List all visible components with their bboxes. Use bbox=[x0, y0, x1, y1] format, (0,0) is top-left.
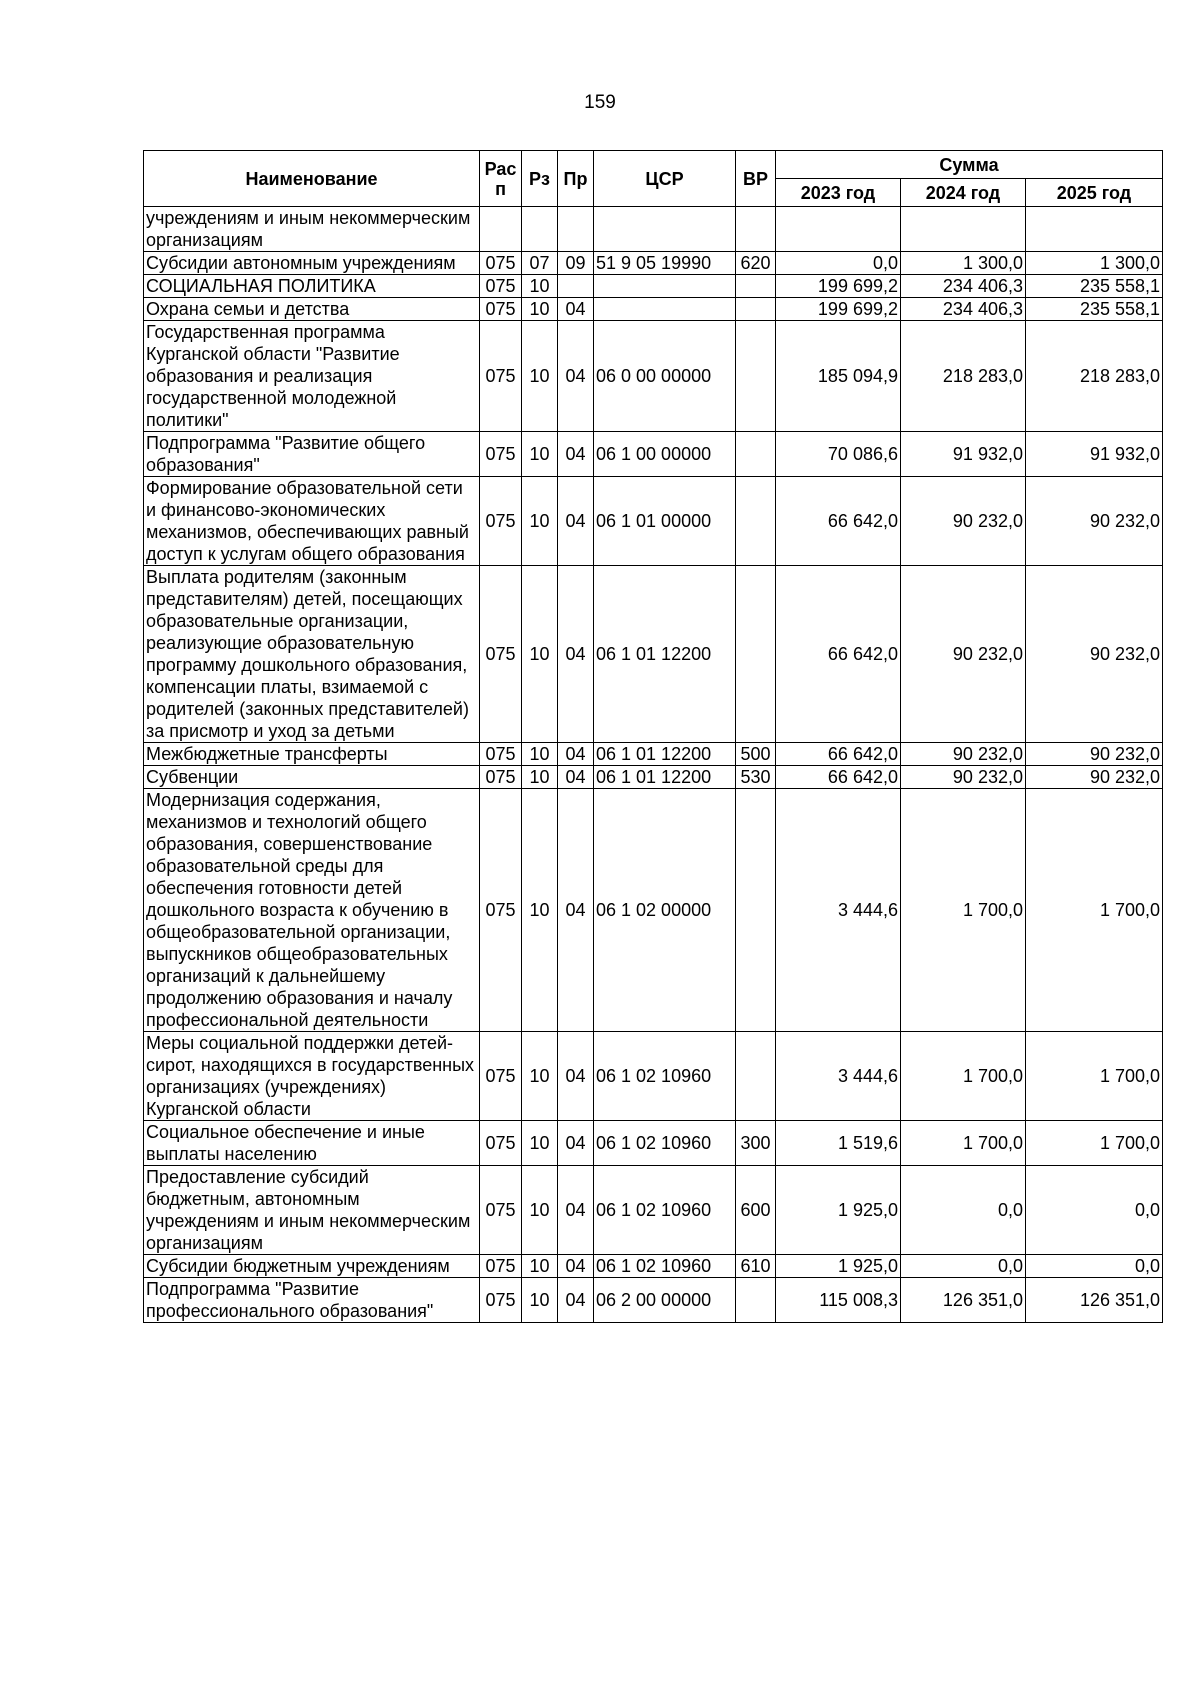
cell-name: Подпрограмма "Развитие профессионального образования" bbox=[144, 1278, 480, 1323]
budget-table bbox=[143, 150, 1163, 1323]
cell-sum-2024: 1 700,0 bbox=[901, 1121, 1026, 1166]
cell-pr: 04 bbox=[558, 743, 594, 766]
table-row bbox=[144, 1121, 1163, 1166]
cell-sum-2025: 235 558,1 bbox=[1026, 275, 1163, 298]
cell-rz: 10 bbox=[522, 789, 558, 1032]
cell-sum-2025: 1 700,0 bbox=[1026, 1121, 1163, 1166]
cell-csr: 06 1 02 10960 bbox=[594, 1032, 736, 1121]
cell-rasp: 075 bbox=[480, 1278, 522, 1323]
header-vr: ВР bbox=[736, 151, 776, 207]
cell-sum-2025: 1 300,0 bbox=[1026, 252, 1163, 275]
cell-name: Субвенции bbox=[144, 766, 480, 789]
table-row bbox=[144, 252, 1163, 275]
cell-sum-2025: 0,0 bbox=[1026, 1166, 1163, 1255]
cell-csr: 06 1 01 00000 bbox=[594, 477, 736, 566]
table-row bbox=[144, 789, 1163, 1032]
cell-csr: 06 1 02 10960 bbox=[594, 1166, 736, 1255]
cell-sum-2023: 1 925,0 bbox=[776, 1255, 901, 1278]
cell-csr: 06 1 02 10960 bbox=[594, 1255, 736, 1278]
cell-rz: 10 bbox=[522, 1121, 558, 1166]
cell-csr: 06 1 02 10960 bbox=[594, 1121, 736, 1166]
cell-sum-2023: 199 699,2 bbox=[776, 298, 901, 321]
cell-name: Меры социальной поддержки детей-сирот, находящихся в государственных организациях (учреждениях) Курганской области bbox=[144, 1032, 480, 1121]
cell-sum-2025: 218 283,0 bbox=[1026, 321, 1163, 432]
cell-sum-2025: 90 232,0 bbox=[1026, 766, 1163, 789]
cell-rz: 10 bbox=[522, 321, 558, 432]
cell-rasp: 075 bbox=[480, 743, 522, 766]
cell-rasp: 075 bbox=[480, 1166, 522, 1255]
cell-rz: 10 bbox=[522, 1278, 558, 1323]
header-name: Наименование bbox=[144, 151, 480, 207]
header-csr: ЦСР bbox=[594, 151, 736, 207]
cell-pr: 04 bbox=[558, 789, 594, 1032]
table-row bbox=[144, 1255, 1163, 1278]
header-rz: Рз bbox=[522, 151, 558, 207]
cell-sum-2025: 90 232,0 bbox=[1026, 566, 1163, 743]
cell-rz: 10 bbox=[522, 766, 558, 789]
cell-csr: 06 1 01 12200 bbox=[594, 566, 736, 743]
cell-sum-2024: 0,0 bbox=[901, 1255, 1026, 1278]
cell-sum-2023: 185 094,9 bbox=[776, 321, 901, 432]
cell-vr: 620 bbox=[736, 252, 776, 275]
cell-vr: 600 bbox=[736, 1166, 776, 1255]
cell-rz: 10 bbox=[522, 1166, 558, 1255]
cell-csr: 06 1 01 12200 bbox=[594, 743, 736, 766]
cell-csr bbox=[594, 298, 736, 321]
cell-rasp bbox=[480, 207, 522, 252]
cell-sum-2025 bbox=[1026, 207, 1163, 252]
header-rasp: Рас п bbox=[480, 151, 522, 207]
header-sum: Сумма bbox=[776, 151, 1163, 179]
cell-rasp: 075 bbox=[480, 1032, 522, 1121]
table-row bbox=[144, 207, 1163, 252]
cell-sum-2024: 90 232,0 bbox=[901, 766, 1026, 789]
cell-vr bbox=[736, 432, 776, 477]
cell-sum-2023: 1 519,6 bbox=[776, 1121, 901, 1166]
table-header bbox=[144, 151, 1163, 207]
cell-sum-2024: 1 700,0 bbox=[901, 1032, 1026, 1121]
cell-pr: 04 bbox=[558, 1255, 594, 1278]
cell-name: Модернизация содержания, механизмов и технологий общего образования, совершенствование образовательной среды для обеспечения готовности детей дошкольного возраста к обучению в общеобразовательной организации, выпускников общеобразовательных организаций к дальнейшему продолжению образования и началу профессиональной деятельности bbox=[144, 789, 480, 1032]
cell-name: СОЦИАЛЬНАЯ ПОЛИТИКА bbox=[144, 275, 480, 298]
cell-pr bbox=[558, 275, 594, 298]
cell-vr: 300 bbox=[736, 1121, 776, 1166]
table-row bbox=[144, 275, 1163, 298]
cell-pr: 04 bbox=[558, 1166, 594, 1255]
cell-rz: 10 bbox=[522, 298, 558, 321]
cell-csr: 51 9 05 19990 bbox=[594, 252, 736, 275]
table-row bbox=[144, 743, 1163, 766]
cell-csr: 06 1 00 00000 bbox=[594, 432, 736, 477]
cell-rasp: 075 bbox=[480, 1121, 522, 1166]
cell-name: Формирование образовательной сети и финансово-экономических механизмов, обеспечивающих равный доступ к услугам общего образования bbox=[144, 477, 480, 566]
cell-pr: 04 bbox=[558, 1032, 594, 1121]
cell-rz: 10 bbox=[522, 566, 558, 743]
cell-sum-2025: 0,0 bbox=[1026, 1255, 1163, 1278]
cell-csr: 06 2 00 00000 bbox=[594, 1278, 736, 1323]
cell-sum-2024 bbox=[901, 207, 1026, 252]
cell-sum-2023: 66 642,0 bbox=[776, 566, 901, 743]
cell-rasp: 075 bbox=[480, 789, 522, 1032]
table-row bbox=[144, 766, 1163, 789]
cell-sum-2024: 90 232,0 bbox=[901, 743, 1026, 766]
cell-sum-2025: 126 351,0 bbox=[1026, 1278, 1163, 1323]
cell-vr bbox=[736, 207, 776, 252]
cell-rasp: 075 bbox=[480, 1255, 522, 1278]
cell-rz: 10 bbox=[522, 432, 558, 477]
cell-rz: 07 bbox=[522, 252, 558, 275]
cell-pr: 04 bbox=[558, 766, 594, 789]
cell-sum-2023: 70 086,6 bbox=[776, 432, 901, 477]
cell-csr: 06 0 00 00000 bbox=[594, 321, 736, 432]
header-pr: Пр bbox=[558, 151, 594, 207]
cell-name: Государственная программа Курганской области "Развитие образования и реализация государственной молодежной политики" bbox=[144, 321, 480, 432]
cell-name: Межбюджетные трансферты bbox=[144, 743, 480, 766]
cell-vr bbox=[736, 321, 776, 432]
cell-rasp: 075 bbox=[480, 252, 522, 275]
cell-rasp: 075 bbox=[480, 275, 522, 298]
cell-pr: 04 bbox=[558, 298, 594, 321]
cell-name: Охрана семьи и детства bbox=[144, 298, 480, 321]
cell-sum-2024: 91 932,0 bbox=[901, 432, 1026, 477]
cell-sum-2023: 66 642,0 bbox=[776, 743, 901, 766]
cell-sum-2024: 126 351,0 bbox=[901, 1278, 1026, 1323]
cell-sum-2023: 66 642,0 bbox=[776, 477, 901, 566]
page-number: 159 bbox=[584, 92, 616, 113]
table-row bbox=[144, 298, 1163, 321]
cell-vr bbox=[736, 1278, 776, 1323]
cell-sum-2024: 90 232,0 bbox=[901, 566, 1026, 743]
cell-rz: 10 bbox=[522, 1032, 558, 1121]
cell-sum-2025: 90 232,0 bbox=[1026, 477, 1163, 566]
cell-csr bbox=[594, 207, 736, 252]
cell-sum-2024: 234 406,3 bbox=[901, 298, 1026, 321]
cell-vr: 530 bbox=[736, 766, 776, 789]
table-row bbox=[144, 432, 1163, 477]
cell-sum-2024: 1 700,0 bbox=[901, 789, 1026, 1032]
cell-name: Субсидии автономным учреждениям bbox=[144, 252, 480, 275]
table-row bbox=[144, 1166, 1163, 1255]
cell-pr: 04 bbox=[558, 477, 594, 566]
cell-sum-2024: 0,0 bbox=[901, 1166, 1026, 1255]
cell-vr: 610 bbox=[736, 1255, 776, 1278]
cell-sum-2024: 218 283,0 bbox=[901, 321, 1026, 432]
cell-sum-2023: 3 444,6 bbox=[776, 789, 901, 1032]
cell-sum-2023: 1 925,0 bbox=[776, 1166, 901, 1255]
cell-rz bbox=[522, 207, 558, 252]
table-row bbox=[144, 1032, 1163, 1121]
cell-csr: 06 1 01 12200 bbox=[594, 766, 736, 789]
cell-sum-2025: 1 700,0 bbox=[1026, 1032, 1163, 1121]
cell-vr bbox=[736, 1032, 776, 1121]
cell-rz: 10 bbox=[522, 743, 558, 766]
table-row bbox=[144, 566, 1163, 743]
cell-sum-2024: 90 232,0 bbox=[901, 477, 1026, 566]
cell-sum-2023: 0,0 bbox=[776, 252, 901, 275]
cell-pr: 04 bbox=[558, 566, 594, 743]
table-row bbox=[144, 1278, 1163, 1323]
cell-sum-2023 bbox=[776, 207, 901, 252]
cell-pr bbox=[558, 207, 594, 252]
cell-rasp: 075 bbox=[480, 432, 522, 477]
cell-sum-2023: 3 444,6 bbox=[776, 1032, 901, 1121]
cell-rasp: 075 bbox=[480, 298, 522, 321]
cell-sum-2023: 66 642,0 bbox=[776, 766, 901, 789]
cell-rasp: 075 bbox=[480, 766, 522, 789]
cell-pr: 09 bbox=[558, 252, 594, 275]
cell-sum-2025: 1 700,0 bbox=[1026, 789, 1163, 1032]
cell-rz: 10 bbox=[522, 477, 558, 566]
cell-sum-2024: 1 300,0 bbox=[901, 252, 1026, 275]
cell-name: Предоставление субсидий бюджетным, автономным учреждениям и иным некоммерческим организациям bbox=[144, 1166, 480, 1255]
cell-vr bbox=[736, 477, 776, 566]
cell-sum-2023: 199 699,2 bbox=[776, 275, 901, 298]
cell-name: Субсидии бюджетным учреждениям bbox=[144, 1255, 480, 1278]
cell-csr: 06 1 02 00000 bbox=[594, 789, 736, 1032]
header-year-2023: 2023 год bbox=[776, 179, 901, 207]
cell-pr: 04 bbox=[558, 432, 594, 477]
header-year-2025: 2025 год bbox=[1026, 179, 1163, 207]
cell-vr: 500 bbox=[736, 743, 776, 766]
cell-name: Выплата родителям (законным представителям) детей, посещающих образовательные организации, реализующие образовательную программу дошкольного образования, компенсации платы, взимаемой с родителей (законных представителей) за присмотр и уход за детьми bbox=[144, 566, 480, 743]
table-body bbox=[144, 207, 1163, 1323]
cell-sum-2025: 91 932,0 bbox=[1026, 432, 1163, 477]
cell-sum-2024: 234 406,3 bbox=[901, 275, 1026, 298]
cell-rz: 10 bbox=[522, 275, 558, 298]
header-year-2024: 2024 год bbox=[901, 179, 1026, 207]
cell-vr bbox=[736, 298, 776, 321]
table-row bbox=[144, 477, 1163, 566]
cell-rasp: 075 bbox=[480, 566, 522, 743]
cell-sum-2023: 115 008,3 bbox=[776, 1278, 901, 1323]
cell-rasp: 075 bbox=[480, 321, 522, 432]
cell-sum-2025: 90 232,0 bbox=[1026, 743, 1163, 766]
cell-pr: 04 bbox=[558, 321, 594, 432]
cell-pr: 04 bbox=[558, 1121, 594, 1166]
cell-name: учреждениям и иным некоммерческим организациям bbox=[144, 207, 480, 252]
cell-pr: 04 bbox=[558, 1278, 594, 1323]
cell-vr bbox=[736, 275, 776, 298]
cell-name: Подпрограмма "Развитие общего образования" bbox=[144, 432, 480, 477]
cell-vr bbox=[736, 789, 776, 1032]
table-row bbox=[144, 321, 1163, 432]
cell-name: Социальное обеспечение и иные выплаты населению bbox=[144, 1121, 480, 1166]
cell-sum-2025: 235 558,1 bbox=[1026, 298, 1163, 321]
cell-rasp: 075 bbox=[480, 477, 522, 566]
cell-vr bbox=[736, 566, 776, 743]
cell-rz: 10 bbox=[522, 1255, 558, 1278]
cell-csr bbox=[594, 275, 736, 298]
